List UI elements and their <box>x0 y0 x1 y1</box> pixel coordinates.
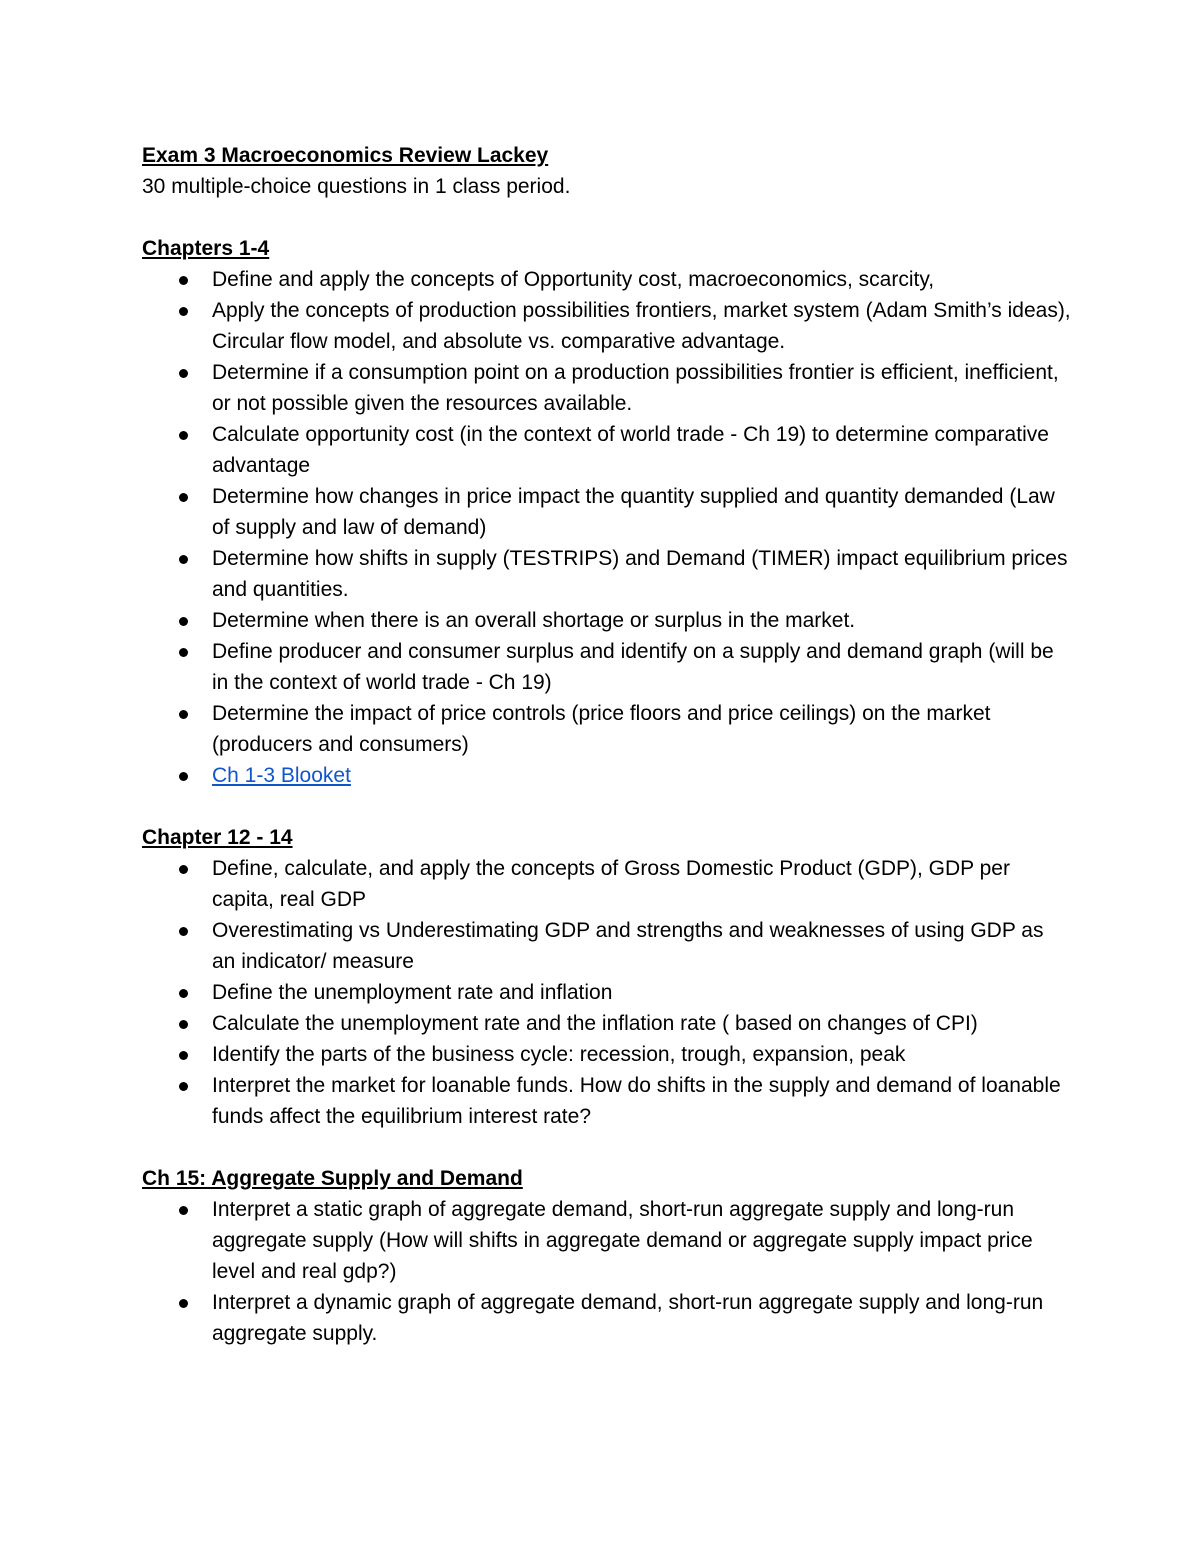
list-item-text: Determine when there is an overall shortage or surplus in the market. <box>212 609 856 632</box>
list-item-text: Define, calculate, and apply the concepts of Gross Domestic Product (GDP), GDP per capita, real GDP <box>212 857 1010 911</box>
list-item <box>142 543 1072 605</box>
bullet-icon <box>179 1299 188 1308</box>
list-item-text: Interpret a dynamic graph of aggregate demand, short-run aggregate supply and long-run aggregate supply. <box>212 1291 1044 1345</box>
bullet-icon <box>179 1051 188 1060</box>
list-item-text: Determine if a consumption point on a production possibilities frontier is efficient, inefficient, or not possible given the resources available. <box>212 361 1059 415</box>
list-item <box>142 636 1072 698</box>
list-item <box>142 357 1072 419</box>
list-item-text: Identify the parts of the business cycle: recession, trough, expansion, peak <box>212 1043 906 1066</box>
list-item <box>142 698 1072 760</box>
list-item <box>142 1039 1072 1070</box>
bullet-icon <box>179 617 188 626</box>
list-item <box>142 915 1072 977</box>
bullet-icon <box>179 555 188 564</box>
list-item-text: Define and apply the concepts of Opportunity cost, macroeconomics, scarcity, <box>212 268 935 291</box>
bullet-icon <box>179 865 188 874</box>
list-item <box>142 1070 1072 1132</box>
list-item-text: Interpret a static graph of aggregate demand, short-run aggregate supply and long-run aggregate supply (How will shifts in aggregate demand or aggregate supply impact price level and real gdp?) <box>212 1198 1033 1283</box>
list-item-text: Calculate opportunity cost (in the context of world trade - Ch 19) to determine comparative advantage <box>212 423 1049 477</box>
section <box>142 233 1072 791</box>
list-item-text: Determine how shifts in supply (TESTRIPS) and Demand (TIMER) impact equilibrium prices and quantities. <box>212 547 1068 601</box>
bullet-icon <box>179 772 188 781</box>
bullet-icon <box>179 1082 188 1091</box>
bullet-icon <box>179 1020 188 1029</box>
bullet-icon <box>179 648 188 657</box>
document-page <box>142 140 1072 1349</box>
list-item <box>142 481 1072 543</box>
section-heading: Chapters 1-4 <box>142 237 270 260</box>
bullet-icon <box>179 927 188 936</box>
section <box>142 822 1072 1132</box>
bullet-icon <box>179 710 188 719</box>
list-item <box>142 1287 1072 1349</box>
list-item <box>142 1194 1072 1287</box>
bullet-icon <box>179 276 188 285</box>
bullet-icon <box>179 1206 188 1215</box>
bullet-list <box>142 853 1072 1132</box>
bullet-list <box>142 1194 1072 1349</box>
document-title: Exam 3 Macroeconomics Review Lackey <box>142 144 549 167</box>
sections-container <box>142 233 1072 1349</box>
list-item-text: Apply the concepts of production possibilities frontiers, market system (Adam Smith’s ideas), Circular flow model, and absolute vs. comparative advantage. <box>212 299 1071 353</box>
bullet-icon <box>179 431 188 440</box>
section-heading: Ch 15: Aggregate Supply and Demand <box>142 1167 523 1190</box>
list-item <box>142 977 1072 1008</box>
bullet-icon <box>179 989 188 998</box>
blooket-link[interactable]: Ch 1-3 Blooket <box>212 764 351 787</box>
list-item <box>142 419 1072 481</box>
list-item <box>142 1008 1072 1039</box>
list-item-text: Define producer and consumer surplus and identify on a supply and demand graph (will be in the context of world trade - Ch 19) <box>212 640 1054 694</box>
list-item <box>142 295 1072 357</box>
list-item <box>142 760 1072 791</box>
list-item-text: Calculate the unemployment rate and the inflation rate ( based on changes of CPI) <box>212 1012 978 1035</box>
list-item-text: Interpret the market for loanable funds. How do shifts in the supply and demand of loanable funds affect the equilibrium interest rate? <box>212 1074 1061 1128</box>
document-subtitle: 30 multiple-choice questions in 1 class period. <box>142 175 571 198</box>
list-item-text: Determine the impact of price controls (price floors and price ceilings) on the market (producers and consumers) <box>212 702 991 756</box>
bullet-icon <box>179 493 188 502</box>
bullet-icon <box>179 369 188 378</box>
list-item <box>142 853 1072 915</box>
list-item <box>142 605 1072 636</box>
section-heading: Chapter 12 - 14 <box>142 826 293 849</box>
list-item <box>142 264 1072 295</box>
list-item-text: Define the unemployment rate and inflation <box>212 981 613 1004</box>
list-item-text: Overestimating vs Underestimating GDP and strengths and weaknesses of using GDP as an indicator/ measure <box>212 919 1044 973</box>
bullet-icon <box>179 307 188 316</box>
section <box>142 1163 1072 1349</box>
bullet-list <box>142 264 1072 791</box>
list-item-text: Determine how changes in price impact the quantity supplied and quantity demanded (Law of supply and law of demand) <box>212 485 1055 539</box>
